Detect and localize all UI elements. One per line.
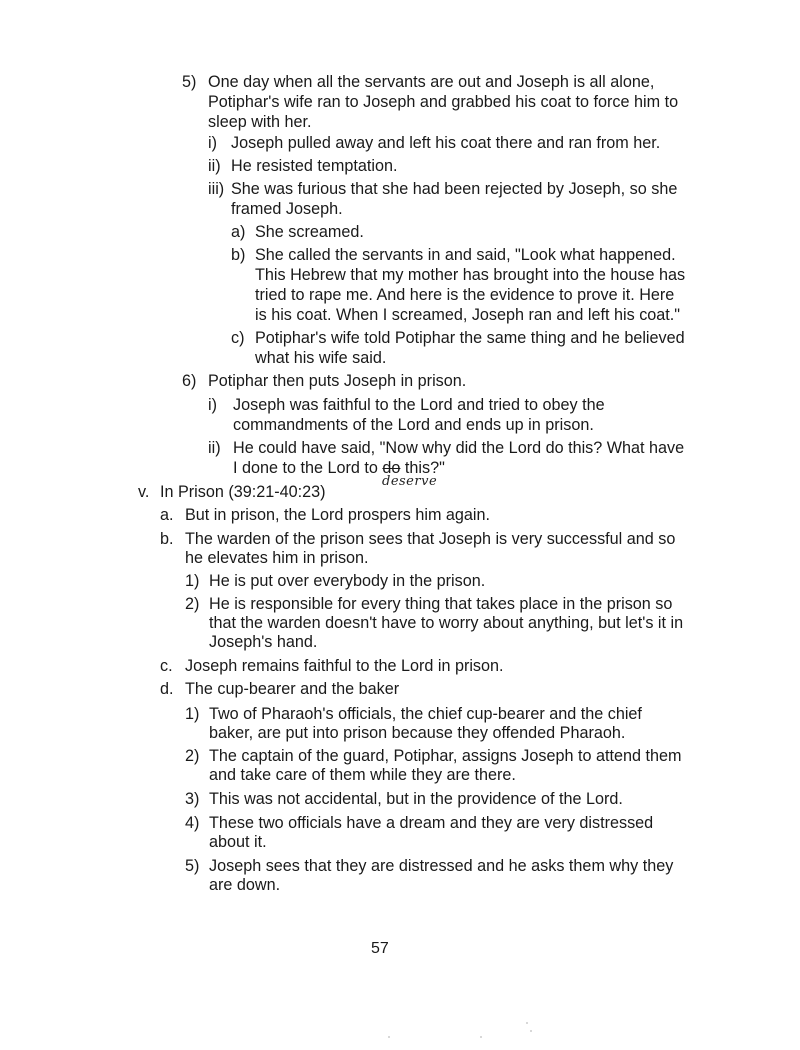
text-line: Potiphar's wife told Potiphar the same thing and he believed (255, 329, 685, 347)
list-marker: b) (231, 246, 246, 264)
text-line: what his wife said. (255, 349, 387, 367)
text-line: baker, are put into prison because they offended Pharaoh. (209, 724, 626, 742)
struck-word: do (382, 459, 401, 477)
text-line: She was furious that she had been rejected by Joseph, so she (231, 180, 678, 198)
text-segment: I done to the Lord to (233, 459, 383, 477)
text-line: is his coat. When I screamed, Joseph ran and left his coat." (255, 306, 681, 324)
text-line: framed Joseph. (231, 200, 343, 218)
text-line: The warden of the prison sees that Joseph is very successful and so (185, 530, 676, 548)
list-marker: c. (160, 657, 173, 675)
list-marker: 5) (182, 73, 197, 91)
list-marker: b. (160, 530, 174, 548)
list-marker: 6) (182, 372, 197, 390)
text-line: These two officials have a dream and they are very distressed (209, 814, 654, 832)
text-line: Potiphar's wife ran to Joseph and grabbed his coat to force him to (208, 93, 679, 111)
list-marker: d. (160, 680, 174, 698)
text-line: Potiphar then puts Joseph in prison. (208, 372, 467, 390)
text-line: Joseph sees that they are distressed and he asks them why they (209, 857, 674, 875)
text-line: about it. (209, 833, 267, 851)
list-marker: i) (208, 396, 217, 414)
text-segment: this?" (400, 459, 445, 477)
text-line: Joseph's hand. (209, 633, 318, 651)
text-line: He could have said, "Now why did the Lord do this? What have (233, 439, 685, 457)
text-line: He is put over everybody in the prison. (209, 572, 486, 590)
text-line: commandments of the Lord and ends up in prison. (233, 416, 594, 434)
list-marker: 2) (185, 747, 200, 765)
text-line: He is responsible for every thing that takes place in the prison so (209, 595, 673, 613)
scan-speck (526, 1022, 528, 1024)
text-line: and take care of them while they are there. (209, 766, 516, 784)
text-line: She screamed. (255, 223, 364, 241)
list-marker: a) (231, 223, 246, 241)
text-line: he elevates him in prison. (185, 549, 369, 567)
text-line: One day when all the servants are out and Joseph is all alone, (208, 73, 655, 91)
text-line: Joseph was faithful to the Lord and tried to obey the (233, 396, 605, 414)
scan-speck (530, 1030, 532, 1032)
text-line: The captain of the guard, Potiphar, assigns Joseph to attend them (209, 747, 682, 765)
list-marker: ii) (208, 439, 221, 457)
text-line: He resisted temptation. (231, 157, 398, 175)
text-line: are down. (209, 876, 281, 894)
text-line: Two of Pharaoh's officials, the chief cup-bearer and the chief (209, 705, 642, 723)
text-line: tried to rape me. And here is the evidence to prove it. Here (255, 286, 675, 304)
text-line: Joseph remains faithful to the Lord in prison. (185, 657, 504, 675)
text-line: But in prison, the Lord prospers him again. (185, 506, 491, 524)
list-marker: ii) (208, 157, 221, 175)
list-marker: iii) (208, 180, 225, 198)
text-line: This Hebrew that my mother has brought into the house has (255, 266, 686, 284)
list-marker: 3) (185, 790, 200, 808)
scan-speck (388, 1036, 390, 1038)
text-line: The cup-bearer and the baker (185, 680, 400, 698)
text-line: This was not accidental, but in the providence of the Lord. (209, 790, 623, 808)
text-line: sleep with her. (208, 113, 312, 131)
list-marker: 4) (185, 814, 200, 832)
scan-speck (480, 1036, 482, 1038)
list-marker: 1) (185, 572, 200, 590)
page-number: 57 (371, 940, 389, 957)
list-marker: 2) (185, 595, 200, 613)
section-marker: v. (138, 483, 150, 501)
list-marker: 5) (185, 857, 200, 875)
section-title: In Prison (39:21-40:23) (160, 483, 326, 501)
text-line: Joseph pulled away and left his coat there and ran from her. (231, 134, 661, 152)
text-line: She called the servants in and said, "Look what happened. (255, 246, 676, 264)
list-marker: 1) (185, 705, 200, 723)
list-marker: i) (208, 134, 217, 152)
list-marker: c) (231, 329, 245, 347)
text-line: that the warden doesn't have to worry about anything, but let's it in (209, 614, 684, 632)
list-marker: a. (160, 506, 174, 524)
handwritten-correction: deserve (382, 474, 438, 489)
